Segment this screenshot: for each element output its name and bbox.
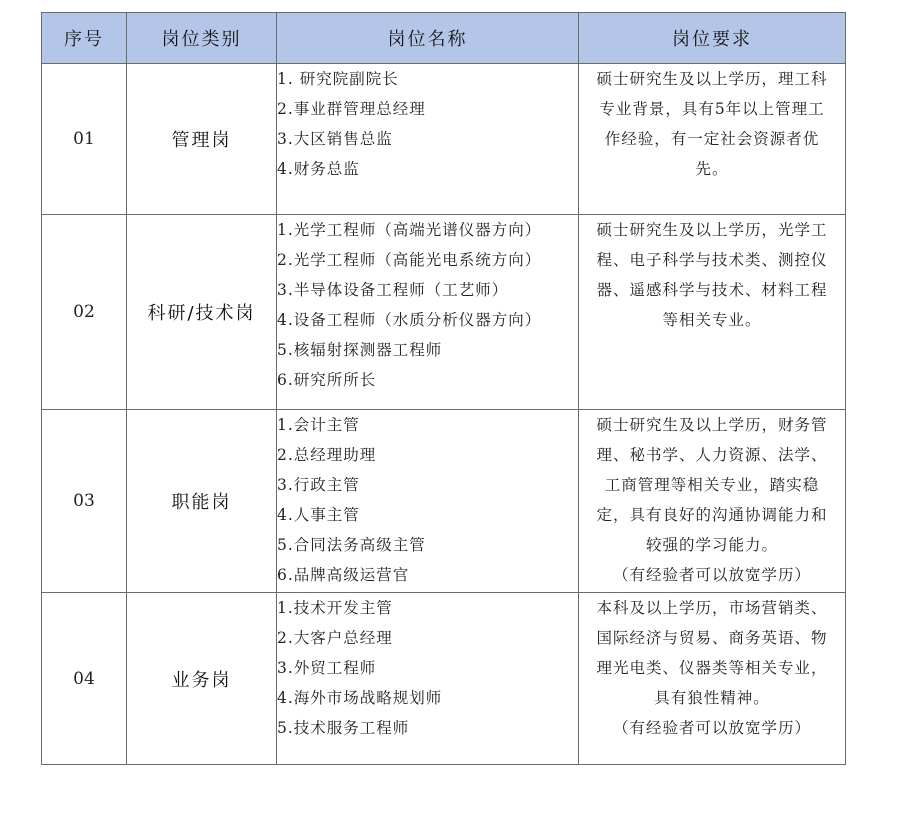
requirement-line: 硕士研究生及以上学历，光学工 (596, 221, 828, 239)
position-name: 1.会计主管 (277, 416, 360, 434)
requirement-line: （有经验者可以放宽学历） (612, 566, 811, 584)
position-name: 2.总经理助理 (277, 446, 377, 464)
table-row (42, 215, 846, 410)
row-seq: 03 (42, 410, 127, 593)
requirement-line: 具有狼性精神。 (654, 689, 770, 707)
header-category: 岗位类别 (127, 13, 277, 64)
requirement-line: 先。 (695, 160, 729, 178)
table-row (42, 64, 846, 215)
table-header (42, 13, 846, 64)
requirement-line: 硕士研究生及以上学历，财务管 (596, 416, 828, 434)
row-position-names (277, 593, 579, 765)
header-seq: 序号 (42, 13, 127, 64)
requirement-line: 较强的学习能力。 (645, 536, 778, 554)
row-position-names (277, 64, 579, 215)
row-category: 科研/技术岗 (127, 215, 277, 410)
job-table (41, 12, 846, 765)
row-category: 职能岗 (127, 410, 277, 593)
row-requirements (579, 64, 846, 215)
requirement-line: 程、电子科学与技术类、测控仪 (596, 251, 828, 269)
position-name: 2.光学工程师（高能光电系统方向） (277, 251, 542, 269)
requirement-line: 器、遥感科学与技术、材料工程 (596, 281, 828, 299)
row-seq: 01 (42, 64, 127, 215)
position-name: 6.研究所所长 (277, 371, 377, 389)
position-name: 4.人事主管 (277, 506, 360, 524)
requirement-line: 作经验，有一定社会资源者优 (604, 130, 820, 148)
requirement-line: 本科及以上学历，市场营销类、 (596, 599, 828, 617)
position-name: 3.半导体设备工程师（工艺师） (277, 281, 509, 299)
row-seq: 02 (42, 215, 127, 410)
requirement-line: （有经验者可以放宽学历） (612, 719, 811, 737)
row-position-names (277, 215, 579, 410)
position-name: 6.品牌高级运营官 (277, 566, 410, 584)
header-requirement: 岗位要求 (579, 13, 846, 64)
requirement-line: 专业背景，具有5年以上管理工 (599, 100, 825, 118)
position-name: 2.大客户总经理 (277, 629, 393, 647)
row-category: 管理岗 (127, 64, 277, 215)
requirement-line: 理光电类、仪器类等相关专业， (596, 659, 828, 677)
row-category: 业务岗 (127, 593, 277, 765)
position-name: 3.大区销售总监 (277, 130, 393, 148)
position-name: 3.行政主管 (277, 476, 360, 494)
requirement-line: 硕士研究生及以上学历，理工科 (596, 70, 828, 88)
row-seq: 04 (42, 593, 127, 765)
row-requirements (579, 410, 846, 593)
row-position-names (277, 410, 579, 593)
requirement-line: 定，具有良好的沟通协调能力和 (596, 506, 828, 524)
position-name: 4.设备工程师（水质分析仪器方向） (277, 311, 542, 329)
position-name: 5.核辐射探测器工程师 (277, 341, 443, 359)
position-name: 1.技术开发主管 (277, 599, 393, 617)
header-name: 岗位名称 (277, 13, 579, 64)
row-requirements (579, 593, 846, 765)
position-name: 4.财务总监 (277, 160, 360, 178)
position-name: 5.合同法务高级主管 (277, 536, 426, 554)
position-name: 5.技术服务工程师 (277, 719, 410, 737)
position-name: 3.外贸工程师 (277, 659, 377, 677)
requirement-line: 理、秘书学、人力资源、法学、 (596, 446, 828, 464)
table-row (42, 593, 846, 765)
position-name: 1. 研究院副院长 (277, 70, 399, 88)
table-row (42, 410, 846, 593)
requirement-line: 工商管理等相关专业，踏实稳 (604, 476, 820, 494)
position-name: 1.光学工程师（高端光谱仪器方向） (277, 221, 542, 239)
position-name: 4.海外市场战略规划师 (277, 689, 443, 707)
row-requirements (579, 215, 846, 410)
requirement-line: 等相关专业。 (662, 311, 762, 329)
position-name: 2.事业群管理总经理 (277, 100, 426, 118)
requirement-line: 国际经济与贸易、商务英语、物 (596, 629, 828, 647)
